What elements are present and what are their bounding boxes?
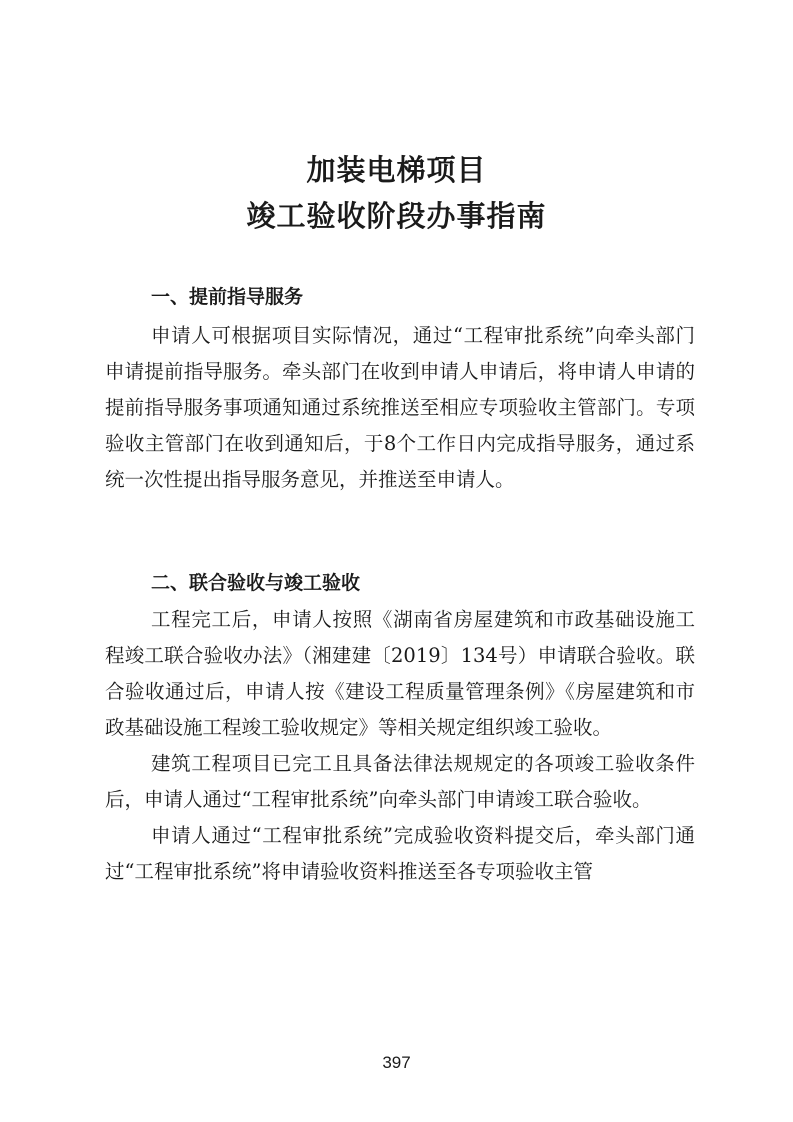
paragraph: 申请人可根据项目实际情况，通过“工程审批系统”向牵头部门申请提前指导服务。牵头部门在收到申请人申请后，将申请人申请的提前指导服务事项通知通过系统推送至相应专项验收主管部门。专项验收主管部门在收到通知后，于8个工作日内完成指导服务，通过系统一次性提出指导服务意见，并推送至申请人。 bbox=[105, 324, 695, 491]
section-heading: 一、提前指导服务 bbox=[151, 286, 304, 308]
section-advance-guidance bbox=[105, 284, 695, 498]
section-heading: 二、联合验收与竣工验收 bbox=[151, 572, 361, 594]
section-joint-acceptance bbox=[105, 570, 695, 890]
document-title-line1: 加装电梯项目 bbox=[306, 153, 487, 187]
page-number: 397 bbox=[382, 1053, 411, 1072]
paragraph: 申请人通过“工程审批系统”完成验收资料提交后，牵头部门通过“工程审批系统”将申请验收资料推送至各专项验收主管 bbox=[105, 824, 695, 883]
document-title-line2: 竣工验收阶段办事指南 bbox=[246, 199, 547, 233]
paragraph: 建筑工程项目已完工且具备法律法规规定的各项竣工验收条件后，申请人通过“工程审批系统”向牵头部门申请竣工联合验收。 bbox=[105, 752, 695, 811]
paragraph: 工程完工后，申请人按照《湖南省房屋建筑和市政基础设施工程竣工联合验收办法》（湘建建〔2019〕134号）申请联合验收。联合验收通过后，申请人按《建设工程质量管理条例》《房屋建筑和市政基础设施工程竣工验收规定》等相关规定组织竣工验收。 bbox=[105, 608, 695, 739]
